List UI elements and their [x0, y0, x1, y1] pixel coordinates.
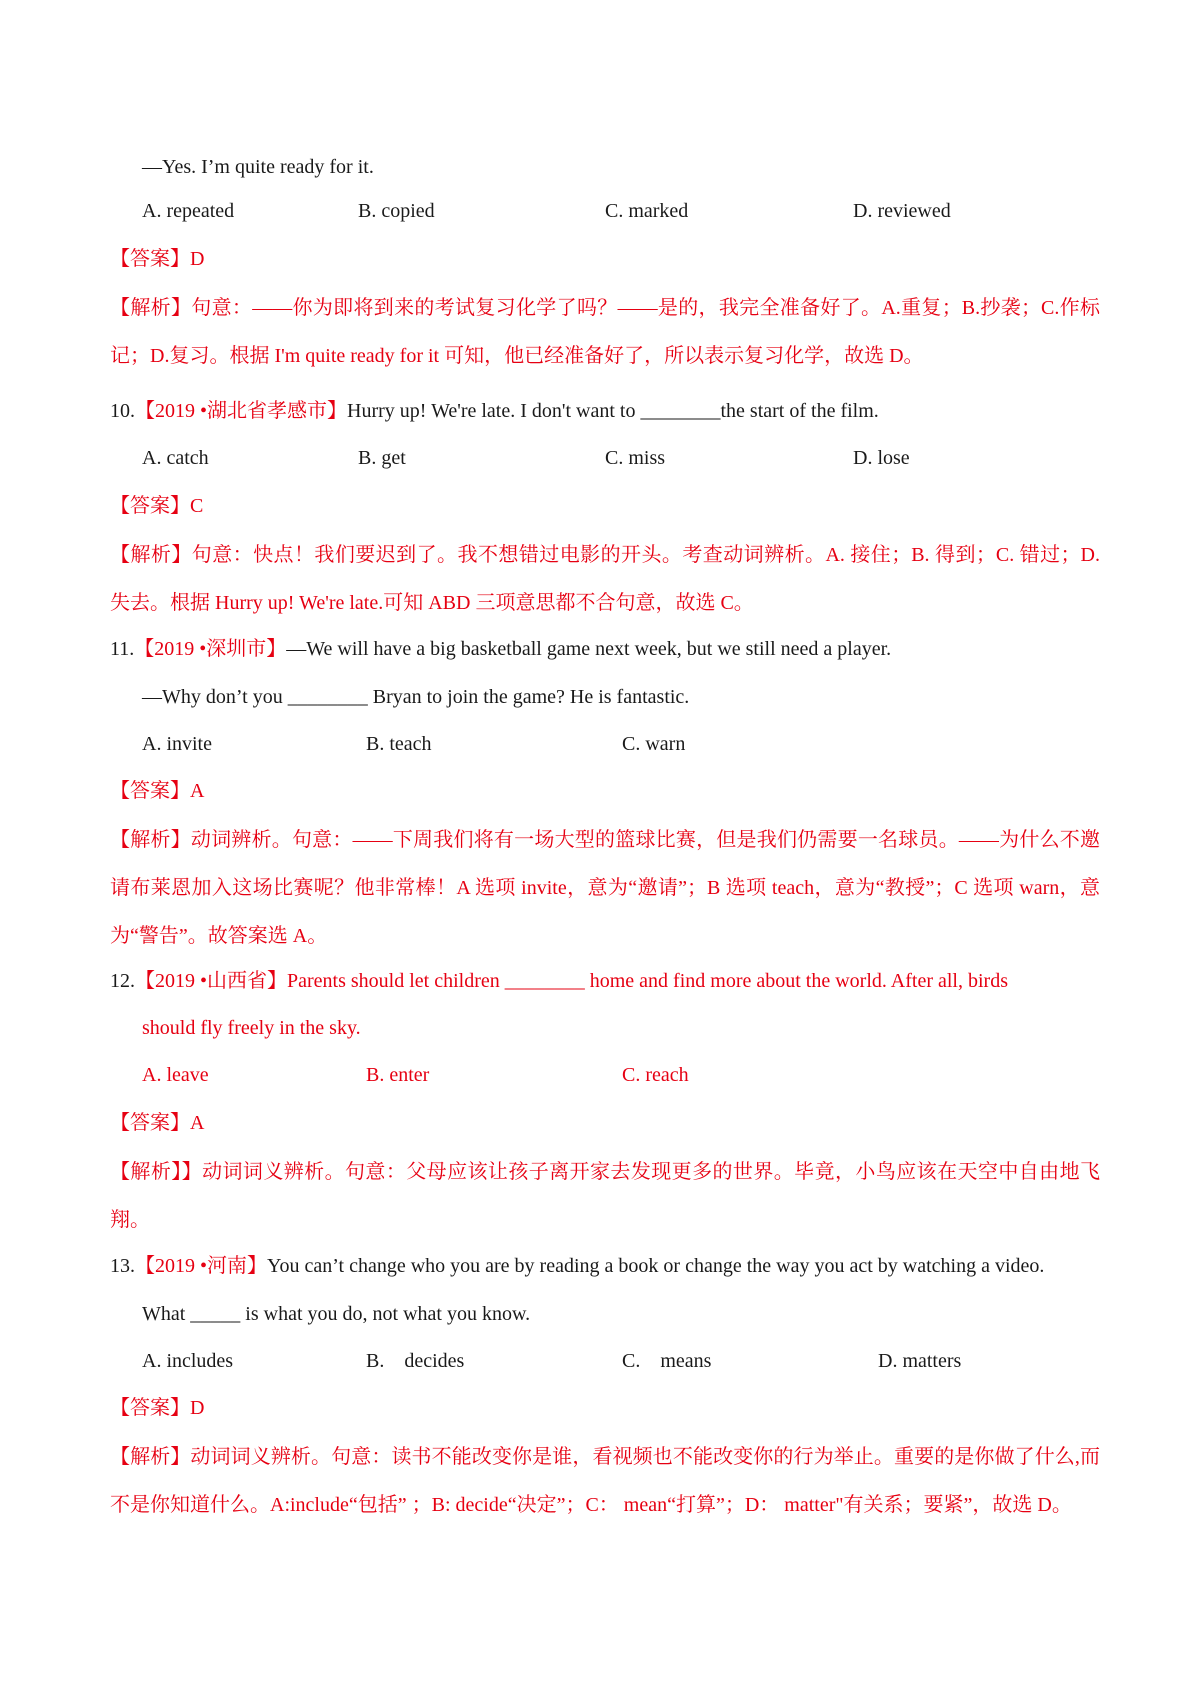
q12-question-cont: should fly freely in the sky. — [142, 1017, 361, 1039]
q9-option-c: C. marked — [605, 200, 689, 222]
q10-answer — [110, 494, 203, 518]
analysis-label: 【解析】 — [110, 544, 192, 566]
question-source: 【2019 •湖北省孝感市】 — [135, 400, 348, 422]
question-text: —We will have a big basketball game next week, but we still need a player. — [286, 638, 892, 660]
q12-option-a: A. leave — [142, 1064, 209, 1086]
question-number: 13. — [110, 1255, 135, 1277]
q13-answer — [110, 1396, 204, 1420]
q11-reply: —Why don’t you ________ Bryan to join the game? He is fantastic. — [142, 686, 690, 708]
q13-option-b: B. decides — [366, 1350, 465, 1372]
answer-value: A — [190, 780, 205, 802]
q13-question — [110, 1254, 1044, 1278]
answer-label: 【答案】 — [110, 1112, 190, 1134]
q12-analysis — [110, 1148, 1100, 1244]
analysis-text: 动词辨析。句意：——下周我们将有一场大型的篮球比赛，但是我们仍需要一名球员。——为什么不邀请布莱恩加入这场比赛呢？他非常棒！A 选项 invite，意为“邀请”；B 选项 teach，意为“教授”；C 选项 warn，意为“警告”。故答案选 A。 — [110, 829, 1101, 947]
q9-analysis — [110, 284, 1100, 380]
q13-analysis — [110, 1433, 1100, 1529]
question-source: 【2019 •深圳市】 — [134, 638, 287, 660]
q9-option-d: D. reviewed — [853, 200, 951, 222]
answer-label: 【答案】 — [110, 495, 190, 517]
q13-option-c: C. means — [622, 1350, 712, 1372]
analysis-text: 动词词义辨析。句意：父母应该让孩子离开家去发现更多的世界。毕竟，小鸟应该在天空中自由地飞翔。 — [110, 1161, 1101, 1231]
q13-option-d: D. matters — [878, 1350, 962, 1372]
q12-option-b: B. enter — [366, 1064, 430, 1086]
q11-analysis — [110, 816, 1100, 960]
q11-question — [110, 637, 891, 661]
answer-value: D — [190, 248, 205, 270]
q12-question — [110, 969, 1008, 993]
q9-answer — [110, 247, 204, 271]
q13-option-a: A. includes — [142, 1350, 234, 1372]
answer-label: 【答案】 — [110, 1397, 190, 1419]
q10-question — [110, 399, 879, 423]
analysis-label: 【解析】 — [110, 829, 191, 851]
question-text: You can’t change who you are by reading a book or change the way you act by watching a video. — [267, 1255, 1045, 1277]
question-source: 【2019 •山西省】 — [135, 970, 288, 992]
question-source: 【2019 •河南】 — [135, 1255, 268, 1277]
question-text: Parents should let children ________ home and find more about the world. After all, birds — [287, 970, 1008, 992]
q11-option-a: A. invite — [142, 733, 212, 755]
q10-option-d: D. lose — [853, 447, 910, 469]
question-number: 12. — [110, 970, 135, 992]
q9-option-b: B. copied — [358, 200, 435, 222]
analysis-label: 【解析】】 — [110, 1161, 203, 1183]
analysis-label: 【解析】 — [110, 1446, 191, 1468]
q11-answer — [110, 779, 204, 803]
q12-answer — [110, 1111, 204, 1135]
question-number: 11. — [110, 638, 135, 660]
q12-option-c: C. reach — [622, 1064, 689, 1086]
analysis-text: 句意：——你为即将到来的考试复习化学了吗？——是的，我完全准备好了。A.重复；B.抄袭；C.作标记；D.复习。根据 I'm quite ready for it 可知，他已经准备好了，所以表示复习化学，故选 D。 — [110, 297, 1101, 367]
q10-option-a: A. catch — [142, 447, 209, 469]
answer-value: D — [190, 1397, 205, 1419]
question-text: Hurry up! We're late. I don't want to ________the start of the film. — [347, 400, 879, 422]
answer-value: C — [190, 495, 204, 517]
q13-question-cont: What _____ is what you do, not what you know. — [142, 1303, 531, 1325]
q11-option-c: C. warn — [622, 733, 686, 755]
answer-value: A — [190, 1112, 205, 1134]
q10-option-c: C. miss — [605, 447, 666, 469]
analysis-text: 动词词义辨析。句意：读书不能改变你是谁，看视频也不能改变你的行为举止。重要的是你做了什么,而不是你知道什么。A:include“包括” ；B: decide“决定”；C： mean“打算”；D： matter"有关系；要紧”，故选 D。 — [110, 1446, 1101, 1516]
answer-label: 【答案】 — [110, 780, 190, 802]
q11-option-b: B. teach — [366, 733, 432, 755]
q10-option-b: B. get — [358, 447, 406, 469]
question-number: 10. — [110, 400, 135, 422]
answer-label: 【答案】 — [110, 248, 190, 270]
q10-analysis — [110, 531, 1100, 627]
q9-reply: —Yes. I’m quite ready for it. — [142, 156, 374, 178]
analysis-label: 【解析】 — [110, 297, 192, 319]
q9-option-a: A. repeated — [142, 200, 235, 222]
analysis-text: 句意：快点！我们要迟到了。我不想错过电影的开头。考查动词辨析。A. 接住；B. 得到；C. 错过；D. 失去。根据 Hurry up! We're late.可知 ABD 三项意思都不合句意，故选 C。 — [110, 544, 1100, 614]
